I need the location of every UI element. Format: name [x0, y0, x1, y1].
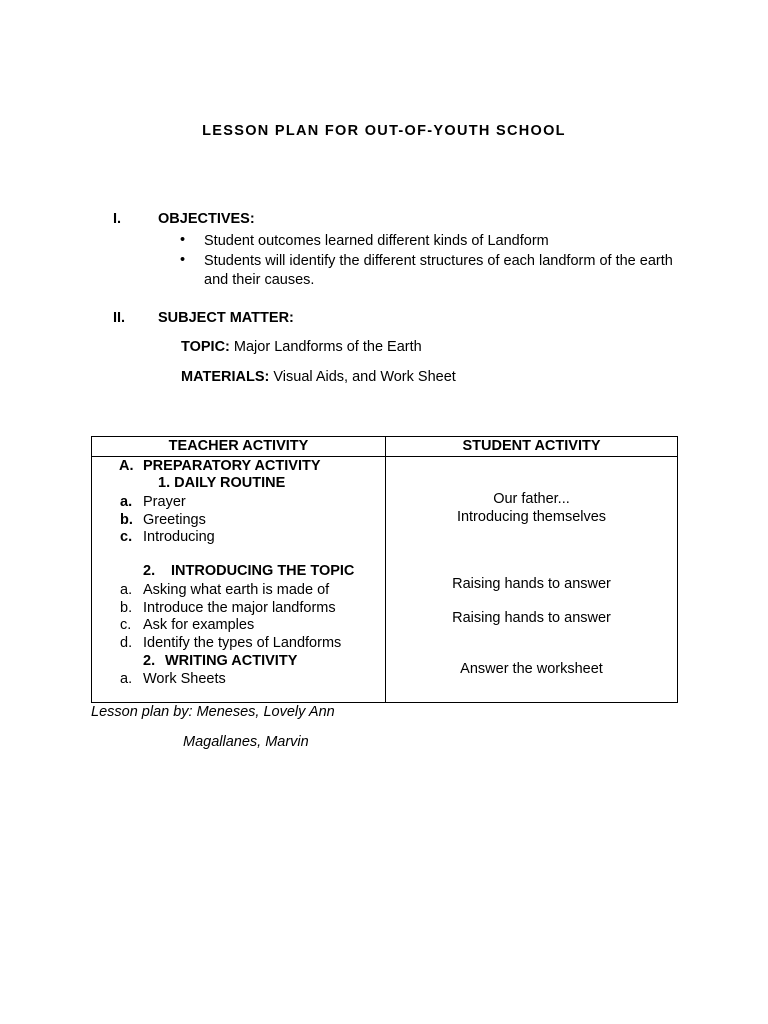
list-item: Work Sheets: [143, 671, 226, 687]
list-marker: c.: [120, 617, 132, 633]
list-marker: a.: [120, 671, 133, 687]
list-marker: b.: [120, 600, 133, 616]
list-marker: c.: [120, 529, 133, 545]
objective-text: Students will identify the different structures of each landform of the earth and their causes.: [204, 253, 673, 288]
subject-matter-numeral: II.: [113, 310, 126, 326]
topic-label: TOPIC:: [181, 339, 230, 355]
objective-item: [180, 232, 674, 251]
materials-label: MATERIALS:: [181, 369, 270, 385]
materials-value: Visual Aids, and Work Sheet: [273, 369, 456, 385]
topic-line: [181, 339, 422, 355]
bullet-icon: •: [180, 252, 186, 268]
list-item: Identify the types of Landforms: [143, 635, 342, 651]
bullet-icon: •: [180, 232, 186, 248]
subject-matter-heading: SUBJECT MATTER:: [158, 310, 294, 326]
list-marker: d.: [120, 635, 133, 651]
student-response: Answer the worksheet: [460, 661, 603, 677]
list-marker: a.: [120, 494, 133, 510]
introducing-marker: 2.: [143, 563, 156, 579]
introducing-title: INTRODUCING THE TOPIC: [171, 563, 355, 579]
materials-line: [181, 369, 456, 385]
teacher-activity-cell: [92, 457, 386, 703]
table-row: [92, 457, 678, 703]
daily-routine-title: 1. DAILY ROUTINE: [158, 475, 286, 491]
teacher-activity-header: TEACHER ACTIVITY: [92, 437, 386, 457]
list-item: Asking what earth is made of: [143, 582, 330, 598]
objectives-heading: OBJECTIVES:: [158, 211, 255, 227]
section-a-title: PREPARATORY ACTIVITY: [143, 458, 321, 474]
student-response: Our father...: [493, 491, 570, 507]
list-item: Introduce the major landforms: [143, 600, 336, 616]
student-activity-header: STUDENT ACTIVITY: [386, 437, 678, 457]
writing-marker: 2.: [143, 653, 156, 669]
signature-line-2: Magallanes, Marvin: [183, 734, 309, 750]
list-item: Greetings: [143, 512, 206, 528]
student-response: Introducing themselves: [456, 509, 607, 525]
list-item: Introducing: [143, 529, 215, 545]
objectives-list: [180, 232, 674, 290]
topic-value: Major Landforms of the Earth: [233, 339, 422, 355]
list-marker: a.: [120, 582, 133, 598]
student-response: Raising hands to answer: [452, 610, 611, 626]
writing-title: WRITING ACTIVITY: [165, 653, 298, 669]
list-item: Prayer: [143, 494, 186, 510]
student-response: Raising hands to answer: [452, 576, 611, 592]
list-marker: b.: [120, 512, 133, 528]
table-header-row: [92, 437, 678, 457]
document-title: LESSON PLAN FOR OUT-OF-YOUTH SCHOOL: [202, 123, 566, 139]
objectives-numeral: I.: [113, 211, 122, 227]
objective-text: Student outcomes learned different kinds of Landform: [204, 233, 549, 249]
activity-table: [91, 436, 678, 703]
objective-item: [180, 252, 674, 290]
student-activity-cell: [386, 457, 678, 703]
section-a-marker: A.: [119, 458, 134, 474]
signature-line-1: Lesson plan by: Meneses, Lovely Ann: [91, 704, 335, 720]
list-item: Ask for examples: [143, 617, 255, 633]
